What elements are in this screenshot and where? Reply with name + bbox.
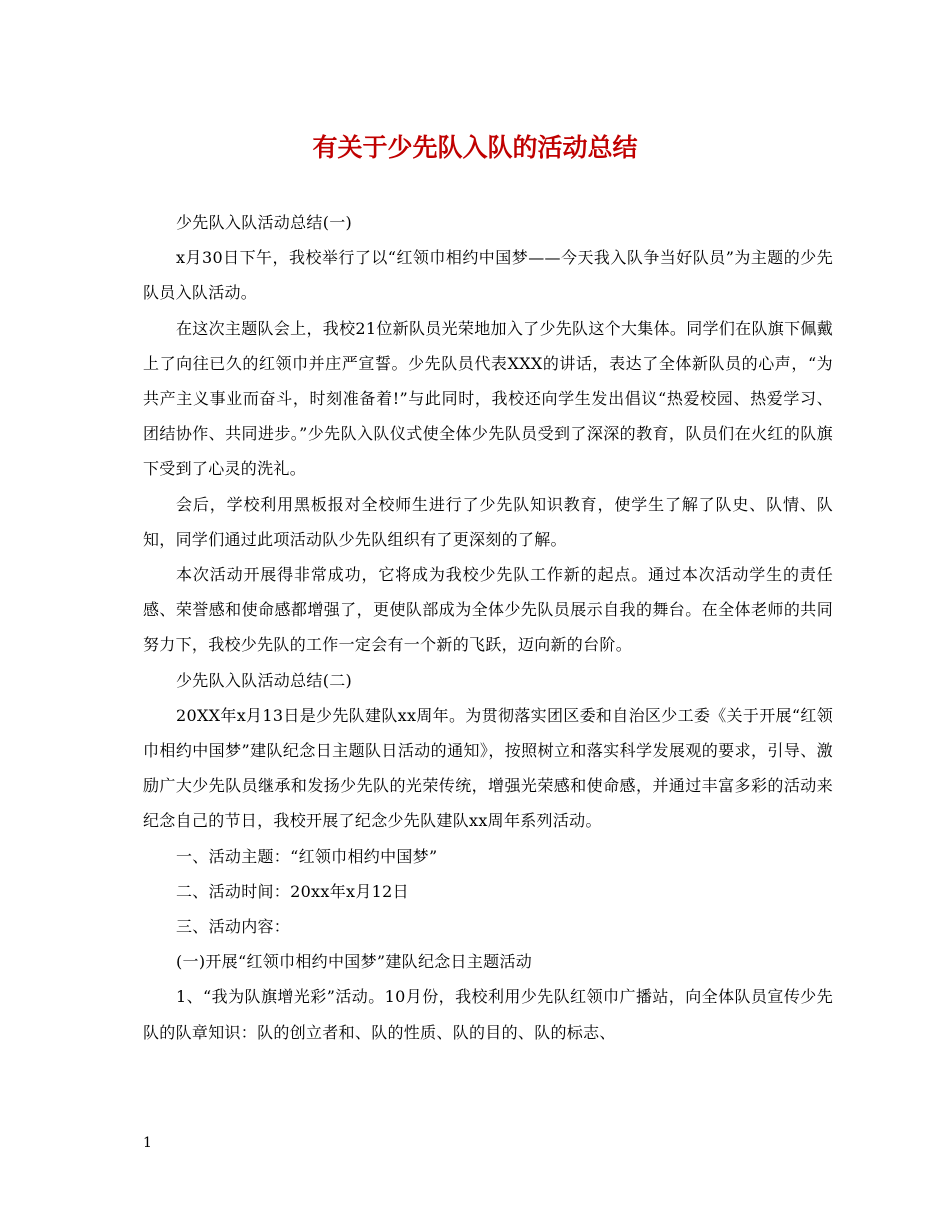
paragraph: 在这次主题队会上，我校21位新队员光荣地加入了少先队这个大集体。同学们在队旗下佩戴上了向往已久的红领巾并庄严宣誓。少先队员代表XXX的讲话，表达了全体新队员的心声，“为共产主义事业而奋斗，时刻准备着!”与此同时，我校还向学生发出倡议“热爱校园、热爱学习、团结协作、共同进步。”少先队入队仪式使全体少先队员受到了深深的教育，队员们在火红的队旗下受到了心灵的洗礼。 — [143, 318, 833, 479]
list-item-theme: 一、活动主题：“红领巾相约中国梦” — [176, 846, 438, 866]
sub-heading: (一)开展“红领巾相约中国梦”建队纪念日主题活动 — [176, 952, 533, 972]
document-body — [143, 205, 833, 1050]
paragraph: 20XX年x月13日是少先队建队xx周年。为贯彻落实团区委和自治区少工委《关于开展“红领巾相约中国梦”建队纪念日主题队日活动的通知》，按照树立和落实科学发展观的要求，引导、激励广大少先队员继承和发扬少先队的光荣传统，增强光荣感和使命感，并通过丰富多彩的活动来纪念自己的节日，我校开展了纪念少先队建队xx周年系列活动。 — [143, 705, 833, 831]
document-title: 有关于少先队入队的活动总结 — [312, 133, 638, 162]
paragraph: 会后，学校利用黑板报对全校师生进行了少先队知识教育，使学生了解了队史、队情、队知，同学们通过此项活动队少先队组织有了更深刻的了解。 — [143, 494, 833, 549]
paragraph: 本次活动开展得非常成功，它将成为我校少先队工作新的起点。通过本次活动学生的责任感、荣誉感和使命感都增强了，更使队部成为全体少先队员展示自我的舞台。在全体老师的共同努力下，我校少先队的工作一定会有一个新的飞跃，迈向新的台阶。 — [143, 565, 833, 655]
paragraph-heading-one: 少先队入队活动总结(一) — [176, 213, 353, 232]
paragraph: 1、“我为队旗增光彩”活动。10月份，我校利用少先队红领巾广播站，向全体队员宣传少先队的队章知识：队的创立者和、队的性质、队的目的、队的标志、 — [143, 987, 833, 1042]
list-item-time: 二、活动时间：20xx年x月12日 — [176, 881, 409, 901]
list-item-content: 三、活动内容： — [176, 917, 291, 937]
paragraph: x月30日下午，我校举行了以“红领巾相约中国梦——今天我入队争当好队员”为主题的少先队员入队活动。 — [143, 248, 833, 303]
page-number: 1 — [143, 1135, 152, 1151]
paragraph-heading-two: 少先队入队活动总结(二) — [176, 670, 353, 690]
